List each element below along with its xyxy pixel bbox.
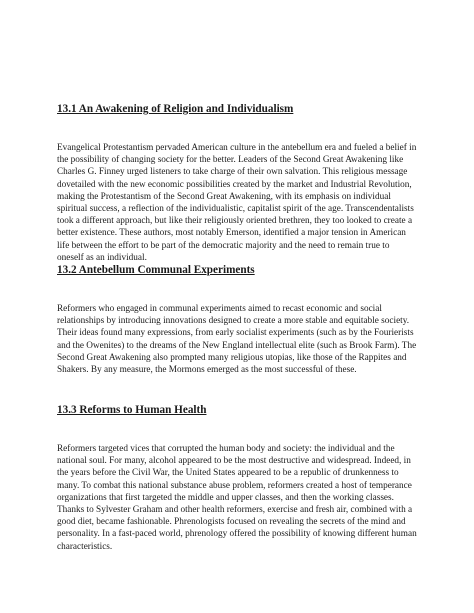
section-paragraph (57, 142, 425, 264)
paragraph-line: the years before the Civil War, the United States appeared to be a republic of drunkenness to (57, 468, 399, 479)
paragraph-line: life between the effort to be part of the democratic majority and the need to remain true to (57, 240, 390, 251)
paragraph-line: oneself as an individual. (57, 252, 147, 263)
paragraph-line: many. To combat this national substance abuse problem, reformers created a host of temperance (57, 480, 412, 491)
paragraph-line: Thanks to Sylvester Graham and other health reformers, exercise and fresh air, combined with a (57, 505, 413, 516)
section-13-3 (57, 403, 425, 553)
paragraph-line: Evangelical Protestantism pervaded American culture in the antebellum era and fueled a belief in (57, 143, 417, 153)
paragraph-line: relationships by introducing innovations designed to create a more stable and equitable society. (57, 316, 410, 327)
paragraph-line: Their ideas found many expressions, from early socialist experiments (such as by the Fourierists (57, 328, 414, 339)
paragraph-line: and the Owenites) to the dreams of the New England intellectual elite (such as Brook Farm). The (57, 340, 417, 351)
paragraph-line: spiritual success, a reflection of the individualistic, capitalist spirit of the age. Transcendentalists (57, 204, 414, 215)
paragraph-line: took a different approach, but like their religiously oriented brethren, they too looked to create a (57, 216, 413, 227)
section-13-2 (57, 263, 425, 376)
paragraph-line: making the Protestantism of the Second Great Awakening, with its emphasis on individual (57, 191, 391, 202)
paragraph-line: Second Great Awakening also prompted many religious utopias, like those of the Rappites and (57, 352, 407, 363)
paragraph-line: characteristics. (57, 541, 113, 552)
paragraph-line: Shakers. By any measure, the Mormons emerged as the most successful of these. (57, 365, 357, 376)
paragraph-line: better existence. These authors, most notably Emerson, identified a major tension in American (57, 228, 406, 239)
paragraph-line: good diet, became fashionable. Phrenologists focused on revealing the secrets of the mind and (57, 517, 406, 528)
paragraph-line: Reformers targeted vices that corrupted the human body and society: the individual and the (57, 444, 395, 454)
paragraph-line: organizations that first targeted the middle and upper classes, and then the working classes. (57, 492, 394, 503)
paragraph-line: Reformers who engaged in communal experiments aimed to recast economic and social (57, 304, 382, 314)
section-heading: 13.3 Reforms to Human Health (57, 404, 207, 416)
paragraph-line: national soul. For many, alcohol appeared to be the most destructive and widespread. Indeed, in (57, 456, 411, 467)
section-heading: 13.1 An Awakening of Religion and Individualism (57, 103, 294, 115)
paragraph-line: Charles G. Finney urged listeners to take charge of their own salvation. This religious message (57, 167, 408, 178)
paragraph-line: personality. In a fast-paced world, phrenology offered the possibility of knowing different human (57, 529, 417, 540)
section-13-1 (57, 102, 425, 264)
paragraph-line: dovetailed with the new economic possibilities created by the market and Industrial Revolution, (57, 179, 412, 190)
section-heading: 13.2 Antebellum Communal Experiments (57, 264, 255, 276)
section-paragraph (57, 443, 425, 553)
section-paragraph (57, 303, 425, 376)
paragraph-line: the possibility of changing society for the better. Leaders of the Second Great Awakening like (57, 155, 404, 166)
